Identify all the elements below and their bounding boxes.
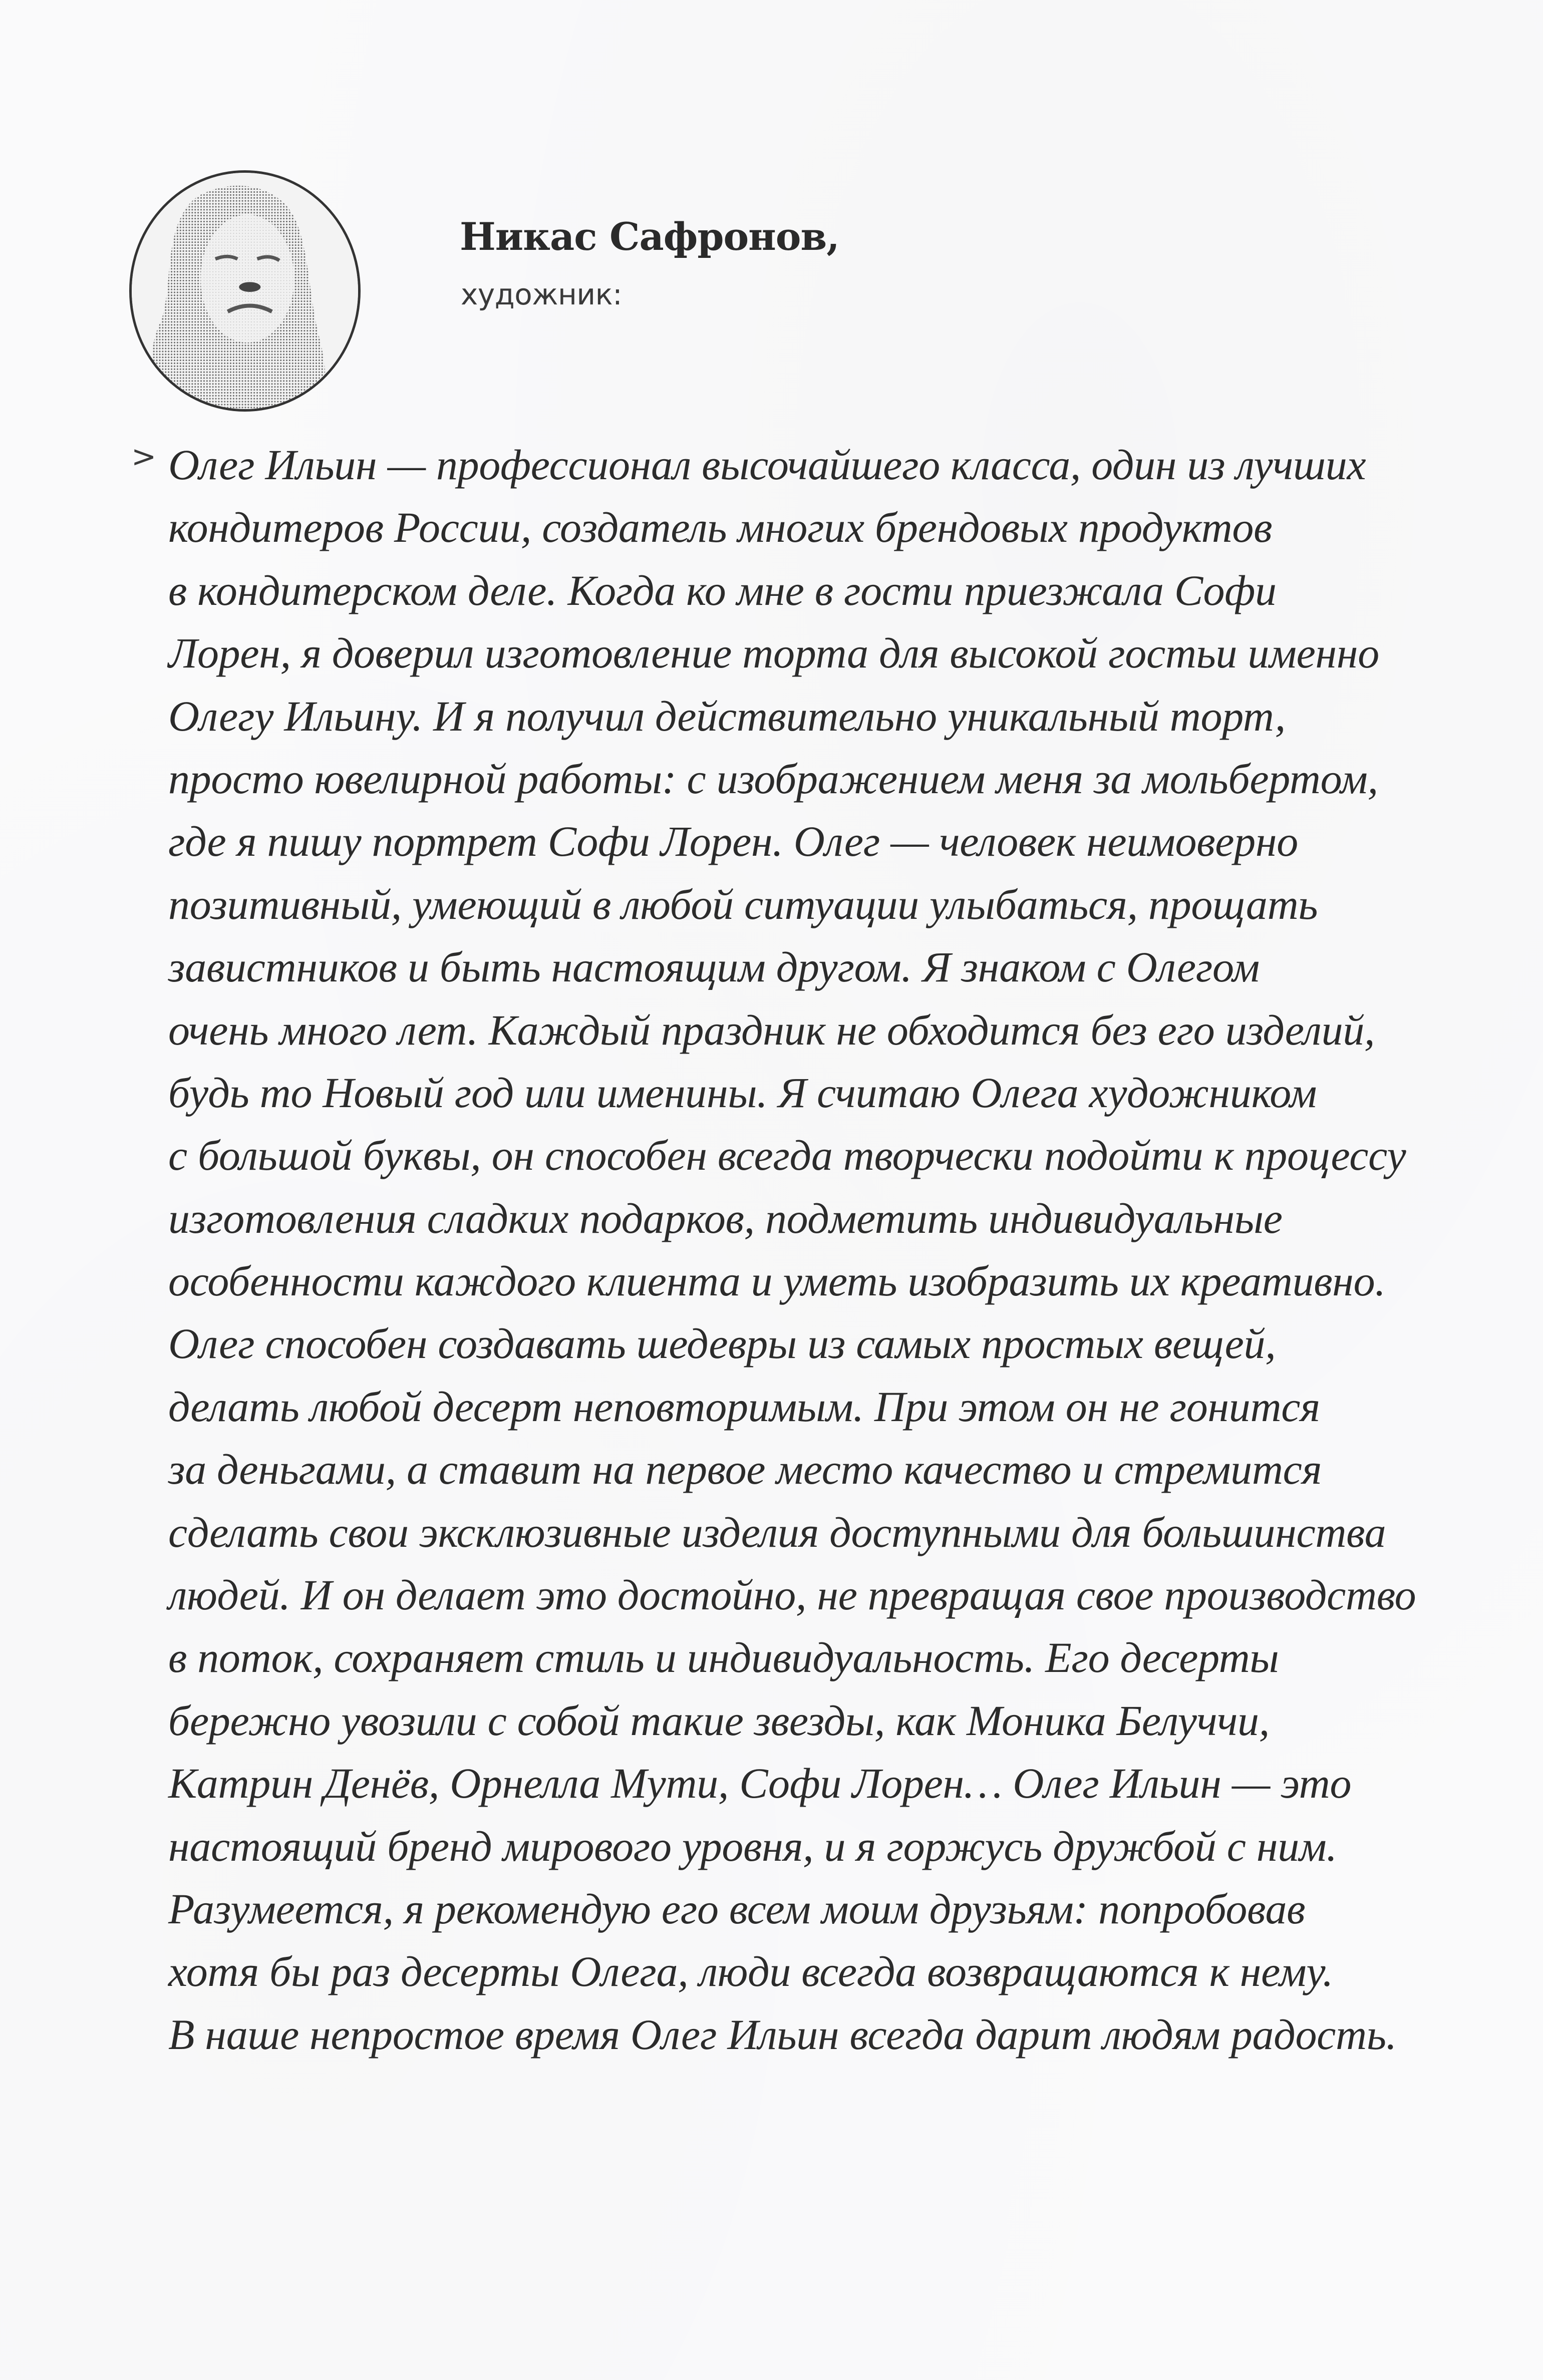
quote-line: кондитеров России, создатель многих брендовых продуктов xyxy=(168,503,1273,552)
quote-line: позитивный, умеющий в любой ситуации улыбаться, прощать xyxy=(168,880,1318,928)
quote-line: в кондитерском деле. Когда ко мне в гости приезжала Софи xyxy=(168,566,1277,614)
quote-line: В наше непростое время Олег Ильин всегда дарит людям радость. xyxy=(168,2010,1397,2059)
quote-line: людей. И он делает это достойно, не превращая свое производство xyxy=(168,1571,1416,1619)
quote-line: Разумеется, я рекомендую его всем моим друзьям: попробовав xyxy=(168,1884,1306,1933)
quote-line: сделать свои эксклюзивные изделия доступными для большинства xyxy=(168,1508,1386,1556)
portrait-photo-icon xyxy=(132,173,358,409)
quote-line: завистников и быть настоящим другом. Я знаком с Олегом xyxy=(168,943,1260,991)
quote-line: делать любой десерт неповторимым. При этом он не гонится xyxy=(168,1382,1320,1431)
quote-marker-icon: > xyxy=(131,439,157,474)
quote-line: бережно увозили с собой такие звезды, как Моника Белуччи, xyxy=(168,1696,1270,1745)
quote-line: изготовления сладких подарков, подметить индивидуальные xyxy=(168,1194,1283,1242)
quote-line: очень много лет. Каждый праздник не обходится без его изделий, xyxy=(168,1005,1375,1054)
quote-line: Лорен, я доверил изготовление торта для высокой гостьи именно xyxy=(168,629,1379,677)
quote-line: с большой буквы, он способен всегда творчески подойти к процессу xyxy=(168,1131,1406,1180)
quote-line: настоящий бренд мирового уровня, и я горжусь дружбой с ним. xyxy=(168,1822,1337,1870)
quote-line: будь то Новый год или именины. Я считаю Олега художником xyxy=(168,1068,1317,1117)
quote-line: хотя бы раз десерты Олега, люди всегда возвращаются к нему. xyxy=(168,1947,1334,1996)
author-name: Никас Сафронов, xyxy=(460,214,839,259)
quote-line: Олег Ильин — профессионал высочайшего класса, один из лучших xyxy=(168,441,1366,489)
quote-line: в поток, сохраняет стиль и индивидуальность. Его десерты xyxy=(168,1633,1279,1682)
quote-line: Катрин Денёв, Орнелла Мути, Софи Лорен… Олег Ильин — это xyxy=(168,1759,1352,1808)
quote-line: Олегу Ильину. И я получил действительно уникальный торт, xyxy=(168,692,1286,740)
quote-line: особенности каждого клиента и уметь изобразить их креативно. xyxy=(168,1257,1386,1305)
quote-text xyxy=(168,434,1450,2066)
quote-line: просто ювелирной работы: с изображением меня за мольбертом, xyxy=(168,754,1378,803)
author-avatar xyxy=(129,170,361,412)
author-role: художник: xyxy=(461,277,623,311)
quote-line: Олег способен создавать шедевры из самых простых вещей, xyxy=(168,1319,1276,1368)
quote-line: за деньгами, а ставит на первое место качество и стремится xyxy=(168,1445,1322,1494)
quote-line: где я пишу портрет Софи Лорен. Олег — человек неимоверно xyxy=(168,817,1298,866)
